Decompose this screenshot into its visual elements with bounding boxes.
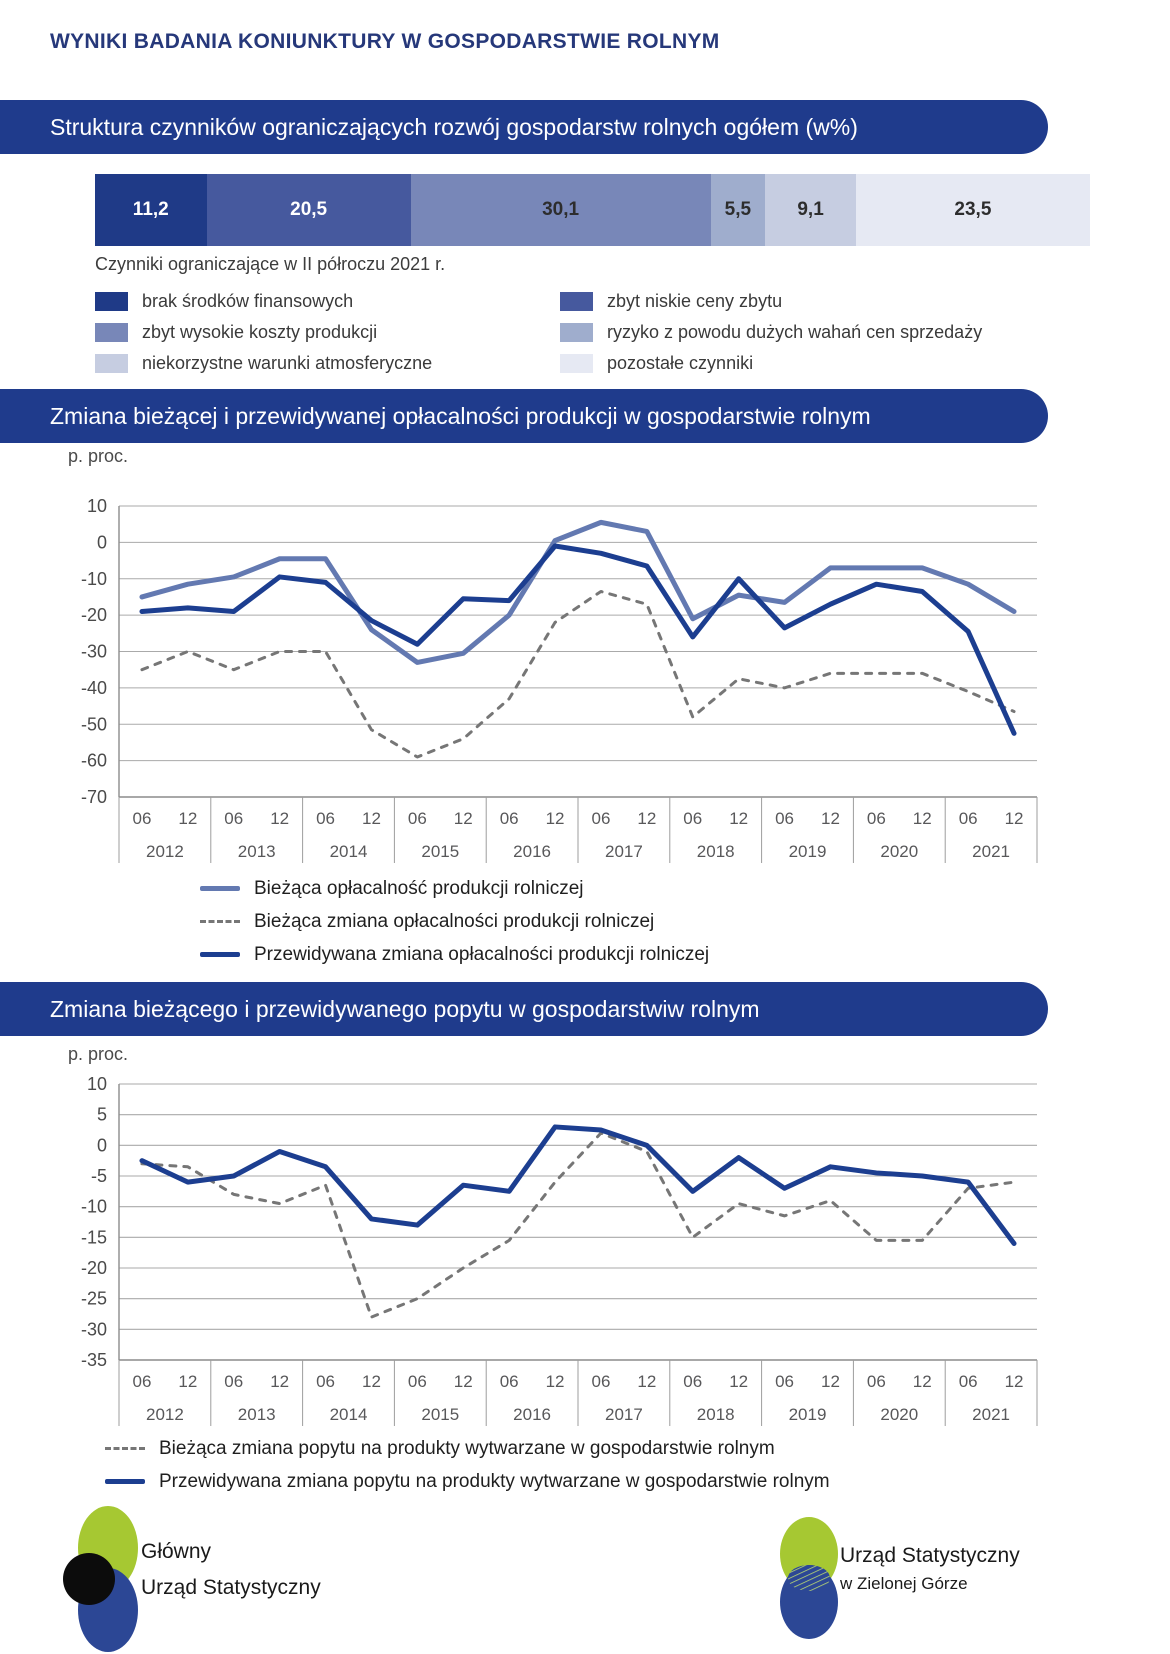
banner-structure	[0, 100, 1048, 154]
year-label: 2017	[604, 1405, 643, 1424]
color-swatch-icon	[95, 323, 128, 342]
y-tick-label: -10	[80, 1196, 107, 1217]
banner-structure-label: Struktura czynników ograniczających rozwój gospodarstw rolnych ogółem (w%)	[50, 113, 858, 140]
x-tick-label: 12	[361, 809, 381, 828]
x-tick-label: 12	[178, 809, 198, 828]
x-tick-label: 12	[637, 809, 657, 828]
factors-legend-item	[560, 286, 982, 317]
solid-line-swatch-icon	[200, 952, 240, 957]
solid-line-swatch-icon	[200, 886, 240, 891]
x-tick-label: 12	[820, 809, 840, 828]
color-swatch-icon	[95, 292, 128, 311]
series-line-0	[142, 522, 1014, 662]
factors-legend-column-left	[95, 286, 560, 379]
x-tick-label: 06	[407, 809, 427, 828]
line-legend-item	[105, 1465, 830, 1498]
banner-profitability-label: Zmiana bieżącej i przewidywanej opłacalności produkcji w gospodarstwie rolnym	[50, 402, 871, 429]
y-tick-label: -60	[80, 750, 107, 771]
stacked-bar-chart	[95, 174, 1090, 246]
x-tick-label: 12	[912, 809, 932, 828]
color-swatch-icon	[95, 354, 128, 373]
year-label: 2014	[329, 842, 368, 861]
y-tick-label: 10	[86, 1074, 107, 1094]
demand-line-chart	[0, 1038, 1170, 1430]
line-legend-label: Bieżąca opłacalność produkcji rolniczej	[254, 877, 584, 899]
x-tick-label: 06	[316, 809, 336, 828]
y-tick-label: 0	[96, 532, 107, 553]
year-label: 2019	[788, 1405, 827, 1424]
x-tick-label: 12	[545, 809, 565, 828]
year-label: 2019	[788, 842, 827, 861]
x-tick-label: 12	[361, 1372, 381, 1391]
bar-segment-2: 30,1	[411, 174, 711, 246]
year-label: 2012	[145, 1405, 184, 1424]
year-label: 2015	[421, 1405, 460, 1424]
zielona-gora-logo-line1: Urząd Statystyczny	[840, 1544, 1020, 1567]
y-tick-label: 10	[86, 496, 107, 516]
year-label: 2013	[237, 1405, 276, 1424]
gus-logo-line2: Urząd Statystyczny	[141, 1576, 321, 1599]
y-tick-label: -30	[80, 641, 107, 662]
line-legend-item	[200, 938, 709, 971]
factors-legend-item	[95, 317, 560, 348]
y-tick-label: -40	[80, 677, 107, 698]
year-label: 2018	[696, 1405, 735, 1424]
factors-legend-label: ryzyko z powodu dużych wahań cen sprzedaży	[607, 322, 983, 342]
chart1-unit-label: p. proc.	[68, 446, 129, 466]
banner-demand	[0, 982, 1048, 1036]
factors-legend-item	[95, 348, 560, 379]
bar-segment-5: 23,5	[856, 174, 1090, 246]
x-tick-label: 12	[545, 1372, 565, 1391]
page-title: WYNIKI BADANIA KONIUNKTURY W GOSPODARSTWIE ROLNYM	[50, 30, 720, 53]
line-legend-item	[200, 905, 709, 938]
profitability-line-chart	[0, 440, 1170, 870]
x-tick-label: 06	[224, 1372, 244, 1391]
series-line-0	[142, 1133, 1014, 1317]
series-line-1	[142, 591, 1014, 757]
y-tick-label: -25	[80, 1288, 107, 1309]
banner-profitability	[0, 389, 1048, 443]
bar-segment-3: 5,5	[711, 174, 766, 246]
factors-legend-column-right	[560, 286, 982, 379]
color-swatch-icon	[560, 354, 593, 373]
factors-legend-item	[95, 286, 560, 317]
demand-chart-legend	[105, 1432, 830, 1498]
x-tick-label: 06	[499, 1372, 519, 1391]
x-tick-label: 06	[591, 809, 611, 828]
x-tick-label: 06	[958, 809, 978, 828]
line-legend-label: Przewidywana zmiana popytu na produkty wytwarzane w gospodarstwie rolnym	[159, 1470, 830, 1492]
x-tick-label: 12	[912, 1372, 932, 1391]
y-tick-label: -15	[80, 1227, 107, 1248]
gus-logo-text	[141, 1534, 321, 1606]
x-tick-label: 06	[591, 1372, 611, 1391]
year-label: 2018	[696, 842, 735, 861]
x-tick-label: 06	[683, 1372, 703, 1391]
x-tick-label: 06	[958, 1372, 978, 1391]
factors-legend-item	[560, 317, 982, 348]
y-tick-label: 0	[96, 1135, 107, 1156]
x-tick-label: 12	[1004, 1372, 1024, 1391]
color-swatch-icon	[560, 292, 593, 311]
factors-legend	[95, 286, 1095, 379]
x-tick-label: 06	[224, 809, 244, 828]
year-label: 2012	[145, 842, 184, 861]
x-tick-label: 12	[453, 1372, 473, 1391]
x-tick-label: 12	[820, 1372, 840, 1391]
bar-segment-4: 9,1	[765, 174, 856, 246]
x-tick-label: 06	[866, 1372, 886, 1391]
dashed-line-swatch-icon	[105, 1447, 145, 1450]
y-tick-label: -30	[80, 1319, 107, 1340]
year-label: 2017	[604, 842, 643, 861]
factors-legend-title: Czynniki ograniczające w II półroczu 2021 r.	[95, 254, 446, 274]
y-tick-label: -10	[80, 568, 107, 589]
line-legend-label: Bieżąca zmiana opłacalności produkcji rolniczej	[254, 910, 655, 932]
y-tick-label: -35	[80, 1350, 107, 1370]
profitability-chart-legend	[200, 872, 709, 971]
x-tick-label: 12	[729, 1372, 749, 1391]
factors-legend-label: brak środków finansowych	[142, 291, 354, 311]
gus-logo-line1: Główny	[141, 1540, 212, 1563]
line-legend-label: Bieżąca zmiana popytu na produkty wytwarzane w gospodarstwie rolnym	[159, 1437, 775, 1459]
factors-legend-item	[560, 348, 982, 379]
x-tick-label: 06	[132, 1372, 152, 1391]
year-label: 2020	[880, 1405, 919, 1424]
color-swatch-icon	[560, 323, 593, 342]
x-tick-label: 12	[178, 1372, 198, 1391]
x-tick-label: 06	[316, 1372, 336, 1391]
bar-segment-0: 11,2	[95, 174, 207, 246]
x-tick-label: 12	[729, 809, 749, 828]
y-tick-label: -70	[80, 787, 107, 807]
bar-segment-1: 20,5	[207, 174, 411, 246]
dashed-line-swatch-icon	[200, 920, 240, 923]
year-label: 2020	[880, 842, 919, 861]
year-label: 2013	[237, 842, 276, 861]
x-tick-label: 12	[270, 1372, 290, 1391]
solid-line-swatch-icon	[105, 1479, 145, 1484]
y-tick-label: 5	[96, 1104, 107, 1125]
x-tick-label: 06	[775, 1372, 795, 1391]
series-line-1	[142, 1127, 1014, 1244]
year-label: 2021	[972, 1405, 1011, 1424]
chart2-unit-label: p. proc.	[68, 1044, 129, 1064]
y-tick-label: -20	[80, 1258, 107, 1278]
x-tick-label: 12	[637, 1372, 657, 1391]
line-legend-label: Przewidywana zmiana opłacalności produkcji rolniczej	[254, 943, 710, 965]
zielona-gora-logo-line2: w Zielonej Górze	[840, 1574, 968, 1593]
y-tick-label: -50	[80, 714, 107, 735]
year-label: 2016	[513, 1405, 552, 1424]
year-label: 2015	[421, 842, 460, 861]
banner-demand-label: Zmiana bieżącego i przewidywanego popytu w gospodarstwiw rolnym	[50, 995, 760, 1022]
factors-legend-label: pozostałe czynniki	[607, 353, 754, 373]
series-line-2	[142, 546, 1014, 733]
x-tick-label: 06	[866, 809, 886, 828]
x-tick-label: 12	[1004, 809, 1024, 828]
x-tick-label: 12	[270, 809, 290, 828]
year-label: 2021	[972, 842, 1011, 861]
y-tick-label: -5	[90, 1166, 107, 1186]
x-tick-label: 06	[683, 809, 703, 828]
year-label: 2016	[513, 842, 552, 861]
factors-legend-label: zbyt niskie ceny zbytu	[607, 291, 783, 311]
year-label: 2014	[329, 1405, 368, 1424]
line-legend-item	[200, 872, 709, 905]
x-tick-label: 06	[499, 809, 519, 828]
x-tick-label: 12	[453, 809, 473, 828]
x-tick-label: 06	[775, 809, 795, 828]
line-legend-item	[105, 1432, 830, 1465]
factors-legend-label: niekorzystne warunki atmosferyczne	[142, 353, 433, 373]
x-tick-label: 06	[132, 809, 152, 828]
factors-legend-label: zbyt wysokie koszty produkcji	[142, 322, 378, 342]
y-tick-label: -20	[80, 605, 107, 626]
x-tick-label: 06	[407, 1372, 427, 1391]
